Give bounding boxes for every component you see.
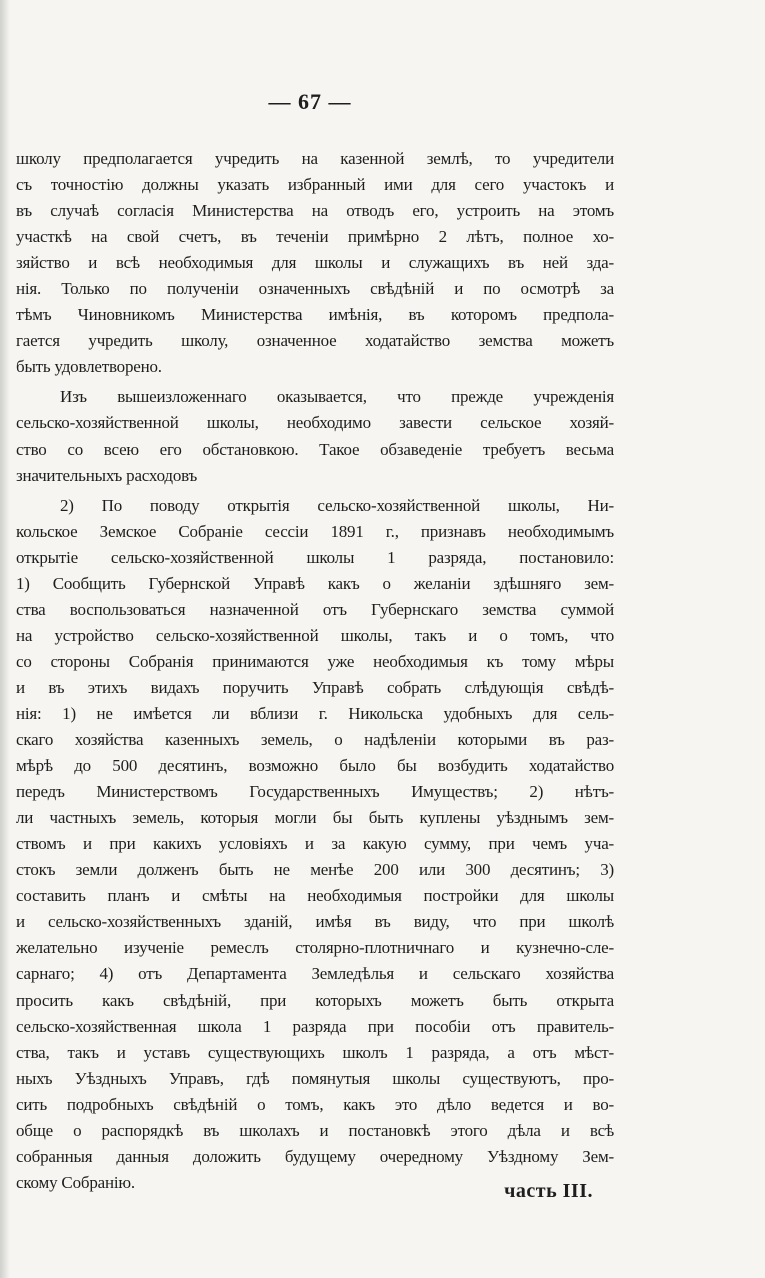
text-line: сить подробныхъ свѣдѣній о томъ, какъ это дѣло ведется и во- (16, 1094, 614, 1114)
text-line: сельско-хозяйственная школа 1 разряда при пособіи отъ правитель- (16, 1016, 614, 1036)
text-line: составить планъ и смѣты на необходимыя постройки для школы (16, 886, 614, 906)
text-line: Изъ вышеизложеннаго оказывается, что прежде учрежденія (60, 387, 614, 407)
text-line: гается учредить школу, означенное ходатайство земства можетъ (16, 331, 614, 351)
text-line: ныхъ Уѣздныхъ Управъ, гдѣ помянутыя школы существуютъ, про- (16, 1068, 614, 1088)
text-line: и сельско-хозяйственныхъ зданій, имѣя въ виду, что при школѣ (16, 912, 614, 932)
text-line: открытіе сельско-хозяйственной школы 1 разряда, постановило: (16, 547, 614, 567)
text-line: мѣрѣ до 500 десятинъ, возможно было бы возбудить ходатайство (16, 756, 614, 776)
text-line: 1) Сообщить Губернской Управѣ какъ о желаніи здѣшняго зем- (16, 573, 614, 593)
text-line: въ случаѣ согласія Министерства на отводъ его, устроить на этомъ (16, 201, 614, 221)
page-edge-shadow (0, 0, 10, 1278)
text-line: ство со всею его обстановкою. Такое обзаведеніе требуетъ весьма (16, 439, 614, 459)
text-line: сарнаго; 4) отъ Департамента Земледѣлья и сельскаго хозяйства (16, 964, 614, 984)
text-line: желательно изученіе ремеслъ столярно-плотничнаго и кузнечно-сле- (16, 938, 614, 958)
text-line: просить какъ свѣдѣній, при которыхъ можетъ быть открыта (16, 990, 614, 1010)
text-line: 2) По поводу открытія сельско-хозяйственной школы, Ни- (60, 495, 614, 515)
paragraph (16, 146, 614, 380)
text-line: сельско-хозяйственной школы, необходимо завести сельское хозяй- (16, 413, 614, 433)
text-line: со стороны Собранія принимаются уже необходимыя къ тому мѣры (16, 651, 614, 671)
text-line: ства, такъ и уставъ существующихъ школъ 1 разряда, а отъ мѣст- (16, 1042, 614, 1062)
text-line: съ точностію должны указать избранный ими для сего участокъ и (16, 175, 614, 195)
paragraph (16, 493, 614, 1196)
paragraph (16, 384, 614, 488)
text-line: кольское Земское Собраніе сессіи 1891 г., признавъ необходимымъ (16, 521, 614, 541)
text-line: ствомъ и при какихъ условіяхъ и за какую сумму, при чемъ уча- (16, 834, 614, 854)
text-line: ли частныхъ земель, которыя могли бы быть куплены уѣзднымъ зем- (16, 808, 614, 828)
text-line: передъ Министерствомъ Государственныхъ Имуществъ; 2) нѣтъ- (16, 782, 614, 802)
text-line: обще о распорядкѣ въ школахъ и постановкѣ этого дѣла и всѣ (16, 1120, 614, 1140)
text-line: скаго хозяйства казенныхъ земель, о надѣленіи которыми въ раз- (16, 730, 614, 750)
text-line: стокъ земли долженъ быть не менѣе 200 или 300 десятинъ; 3) (16, 860, 614, 880)
page-number: — 67 — (268, 89, 352, 114)
page-footer-signature: часть III. (504, 1180, 593, 1202)
text-line: нія: 1) не имѣется ли вблизи г. Никольска удобныхъ для сель- (16, 703, 614, 723)
text-line: значительныхъ расходовъ (16, 465, 198, 485)
text-line: и въ этихъ видахъ поручить Управѣ собрать слѣдующія свѣдѣ- (16, 677, 614, 697)
text-line: школу предполагается учредить на казенной землѣ, то учредители (16, 149, 614, 168)
text-line: зяйство и всѣ необходимыя для школы и служащихъ въ ней зда- (16, 253, 614, 273)
text-line: на устройство сельско-хозяйственной школы, такъ и о томъ, что (16, 625, 614, 645)
body-text (16, 146, 614, 1196)
text-line: ства воспользоваться назначенной отъ Губернскаго земства суммой (16, 599, 614, 619)
text-line: быть удовлетворено. (16, 357, 162, 377)
text-line: тѣмъ Чиновникомъ Министерства имѣнія, въ которомъ предпола- (16, 305, 614, 325)
text-line: скому Собранію. (16, 1172, 135, 1192)
text-line: участкѣ на свой счетъ, въ теченіи примѣрно 2 лѣтъ, полное хо- (16, 227, 614, 247)
text-line: собранныя данныя доложить будущему очередному Уѣздному Зем- (16, 1146, 614, 1166)
text-line: нія. Только по полученіи означенныхъ свѣдѣній и по осмотрѣ за (16, 279, 614, 299)
